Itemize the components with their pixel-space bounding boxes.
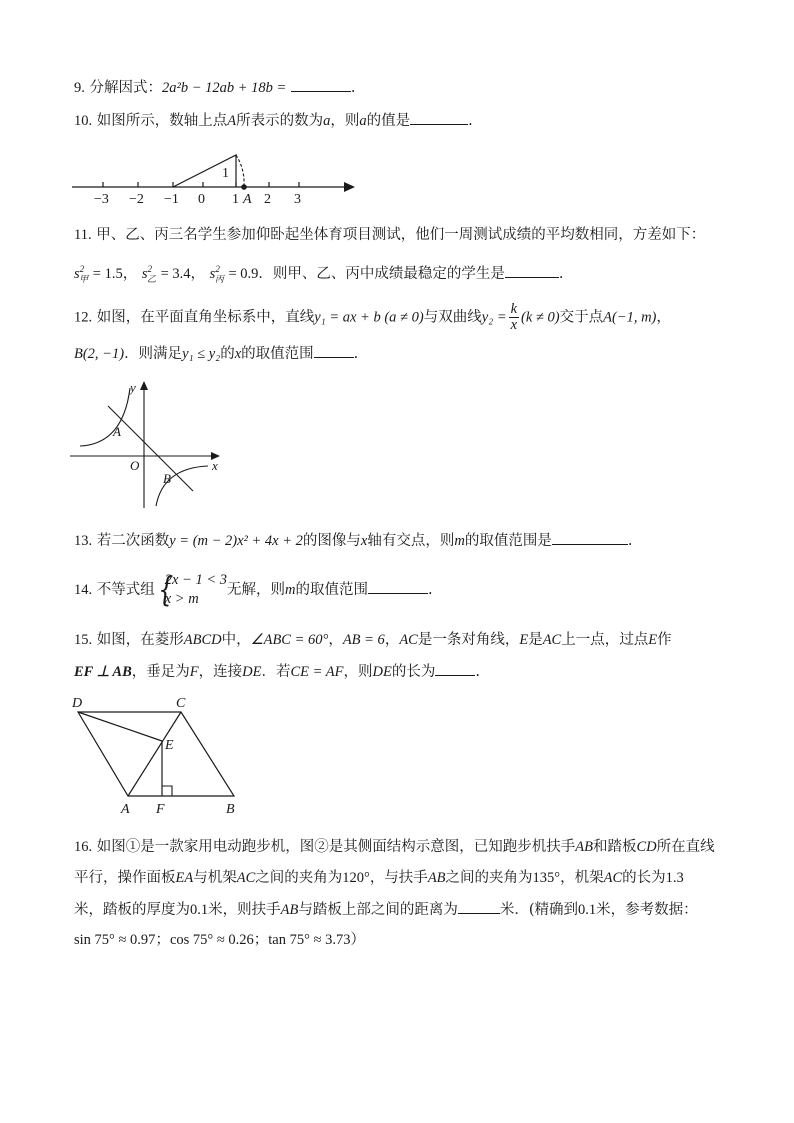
question-text: ，与扶手 [369,870,428,886]
variance-bing: $s^2_丙$ [209,264,224,284]
period: . [468,113,473,129]
point-b-label: B [163,471,171,486]
math-var: a [359,113,367,129]
rhombus [78,712,234,796]
tick-label: −3 [94,192,109,207]
math-expression: AB = 6 [342,632,385,648]
variance-value: 1.5 [104,265,123,282]
question-text: 米，踏板的厚度为 [74,902,190,918]
question-text: 之间的夹角为 [445,870,533,886]
question-16-line2 [74,868,684,888]
fraction: $\frac{k}{x}$ [510,301,518,333]
math-expression: y₁ ≤ y₂ [182,346,221,362]
question-number: 16. [74,839,93,855]
question-text: 交于点 [559,309,604,326]
math-var: AC [603,870,623,886]
origin-label: O [130,458,140,473]
question-text: 分解因式： [89,80,162,96]
math-value: 120° [342,870,370,886]
math-var: AB [280,902,299,918]
question-text: 与踏板上部之间的距离为 [298,902,458,918]
math-expression: B(2, −1) [74,346,125,362]
question-text: 中， [221,632,251,648]
question-text: 的取值范围 [241,346,314,362]
answer-blank[interactable] [314,343,354,358]
question-text: 米，则扶手 [208,902,281,918]
question-text: 如图，在菱形 [96,632,184,648]
question-12-line2 [74,343,358,364]
math-expression: (k ≠ 0) [521,309,560,326]
math-var: AB [427,870,446,886]
tick-label: 1 [232,192,239,207]
question-16-line3 [74,899,698,920]
period: . [558,265,564,282]
question-text: 的图像与 [302,533,361,549]
question-number: 13. [74,533,93,549]
triangle-label: 1 [222,166,229,181]
axis-label-x: x [212,458,218,473]
hyperbola-left [80,388,130,446]
question-text: 上一点，过点 [561,632,649,648]
label-b: B [226,802,235,817]
math-expression: y = (m − 2)x² + 4x + 2 [169,533,303,549]
question-number: 10. [74,113,93,129]
punctuation: ； [253,932,269,948]
punctuation: ， [656,309,671,326]
answer-blank[interactable] [291,77,351,92]
question-text: ，垂足为 [131,664,190,680]
tick-label: 3 [294,192,301,207]
coordinate-figure [68,378,228,513]
tick-marks [103,182,299,187]
question-text: 米，参考数据： [596,902,698,918]
question-15-line2 [74,661,480,682]
question-number: 15. [74,632,93,648]
math-value: 0.1 [190,902,209,918]
question-11-line2: $s^2_甲 = 1.5$， $s^2_乙 = 3.4$， $s^2_丙 = 0.9$．则甲、乙、丙中成绩最稳定的学生是 . [74,264,564,284]
period: . [353,346,359,362]
tick-label: −2 [129,192,144,207]
question-text: 的值是 [366,113,411,129]
question-text: 的 [220,346,235,362]
period: . [350,80,356,96]
question-14 [74,571,433,609]
question-text: 不等式组 [96,582,155,598]
question-text: 如图所示，数轴上点 [96,113,228,129]
question-16 [74,837,715,857]
math-var: CD [636,839,657,855]
question-text: 的长为 [391,664,436,680]
question-9 [74,77,356,98]
tick-label: −1 [164,192,179,207]
number-line-figure [70,145,360,207]
point-a-label: A [243,192,252,207]
question-text: 的长为 [622,870,666,886]
math-var: AC [542,632,562,648]
question-text: ．则满足 [124,346,183,362]
label-c: C [176,696,186,711]
question-text: ．若 [261,664,291,680]
math-expression: 2a²b − 12ab + 18b = [161,80,287,96]
question-text: 与机架 [193,870,237,886]
right-angle-mark [162,786,172,796]
question-13 [74,530,632,551]
answer-blank[interactable] [505,263,559,278]
math-var: a [323,113,331,129]
question-15 [74,630,672,650]
question-text: 与双曲线 [423,309,482,326]
question-number: 9. [74,80,85,96]
reference-data: tan 75° ≈ 3.73 [268,932,351,948]
question-text: ，机架 [560,870,604,886]
math-var: F [189,664,199,680]
math-var: x [234,346,242,362]
diagonal-ac [128,712,181,796]
question-text: 若二次函数 [96,533,170,549]
math-expression: y₁ = ax + b (a ≠ 0) [314,309,424,326]
variance-yi: $s^2_乙$ [141,264,156,284]
question-text: 如图，在平面直角坐标系中，直线 [96,309,315,326]
question-text: ，连接 [198,664,243,680]
question-text: ，则 [343,664,373,680]
question-16-line4 [74,930,365,950]
answer-blank[interactable] [368,579,428,594]
question-text: 轴有交点，则 [367,533,455,549]
question-text: 之间的夹角为 [255,870,343,886]
question-text: 甲、乙、丙三名学生参加仰卧起坐体育项目测试，他们一周测试成绩的平均数相同，方差如下： [96,227,706,243]
question-text: 和踏板 [592,839,637,855]
axis-label-y: y [130,380,136,395]
math-expression: A(−1, m) [603,309,657,326]
question-text: 所在直线 [656,839,715,855]
math-var: EA [175,870,194,886]
rhombus-figure [68,693,248,818]
punctuation: ） [350,932,366,948]
question-text: ，则 [330,113,360,129]
answer-blank[interactable] [552,530,628,545]
math-var: ABCD [183,632,222,648]
math-var: A [227,113,237,129]
period: . [427,582,433,598]
question-text: 是一条对角线， [417,632,520,648]
math-var: x [360,533,368,549]
math-var: E [519,632,529,648]
math-var: DE [242,664,262,680]
question-11 [74,225,705,245]
question-number: 14. [74,582,93,598]
straight-line [108,406,193,491]
label-d: D [72,696,83,711]
math-value: 1.3 [665,870,684,886]
point-a-label: A [113,424,121,439]
question-text: 平行，操作面板 [74,870,176,886]
punctuation: ； [155,932,170,948]
math-expression: y₂ = [481,309,507,326]
question-text: 如图①是一款家用电动跑步机，图②是其侧面结构示意图，已知跑步机扶手 [96,839,576,855]
question-text: ．则甲、乙、丙中成绩最稳定的学生是 [258,265,505,282]
punctuation: ， [384,632,400,648]
question-12 [74,302,671,333]
period: . [475,664,480,680]
math-expression: ∠ABC = 60° [250,632,329,648]
tick-label: 0 [198,192,205,207]
punctuation: ， [328,632,343,648]
math-var: m [285,582,296,598]
question-text: 所表示的数为 [236,113,324,129]
variance-value: 3.4 [172,265,191,282]
answer-blank[interactable] [410,110,468,125]
question-text: 作 [657,632,672,648]
math-var: DE [372,664,392,680]
answer-blank[interactable] [435,661,475,676]
math-value: 0.1 [578,902,597,918]
question-number: 11. [74,227,92,243]
question-text: 无解，则 [227,582,285,598]
question-10 [74,110,473,131]
question-text: 的取值范围是 [464,533,552,549]
math-var: AB [575,839,593,855]
question-text: 是 [528,632,543,648]
variance-jia: $s^2_甲$ [74,264,89,284]
math-var: E [648,632,658,648]
tick-label: 2 [264,192,271,207]
label-e: E [165,738,174,753]
question-text: 的取值范围 [295,582,368,598]
label-a: A [121,802,130,817]
label-f: F [156,802,165,817]
segment-de [78,712,162,741]
inequality-system: { 2x − 1 < 3 x > m [157,570,227,610]
point-a-dot [241,184,247,190]
question-number: 12. [74,309,93,326]
reference-data: sin 75° ≈ 0.97 [74,932,156,948]
reference-data: cos 75° ≈ 0.26 [169,932,254,948]
math-value: 135° [532,870,561,886]
question-text: 米．(精确到 [499,902,579,918]
variance-value: 0.9 [240,265,259,282]
math-var: AC [399,632,418,648]
math-expression: CE = AF [290,664,344,680]
math-expression: EF ⊥ AB [74,664,132,680]
answer-blank[interactable] [458,899,500,914]
math-var: AC [236,870,256,886]
arc-dashed [236,155,244,187]
math-var: m [454,533,465,549]
period: . [627,533,633,549]
